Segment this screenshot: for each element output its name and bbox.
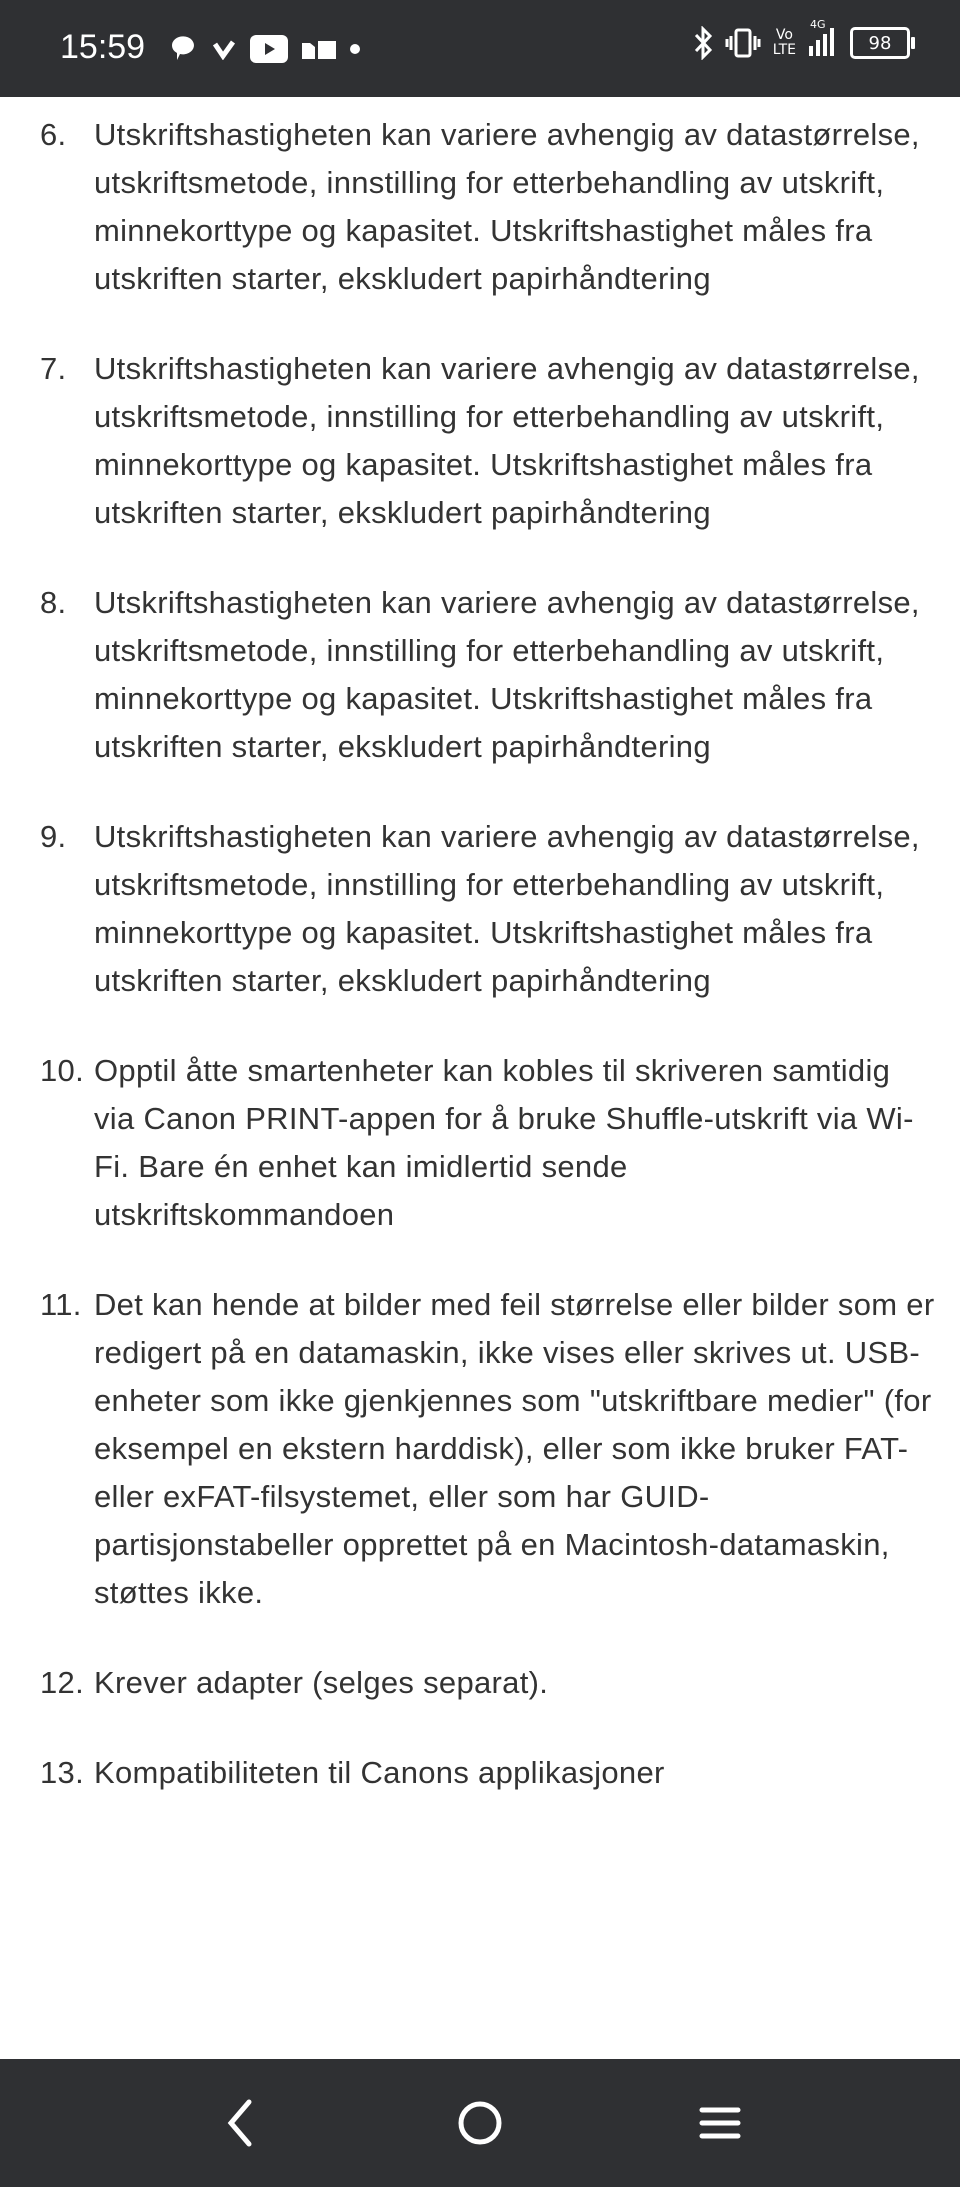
back-button[interactable] [210, 2095, 270, 2151]
youtube-icon [250, 35, 288, 63]
navigation-bar [0, 2059, 960, 2187]
status-bar [0, 0, 960, 97]
volte-indicator: Vo LTE [772, 27, 796, 58]
app-icon [302, 39, 336, 59]
home-icon [457, 2100, 503, 2146]
menu-icon [698, 2103, 742, 2143]
list-item: 12. Krever adapter (selges separat). [40, 1665, 549, 1700]
battery-indicator: 98 [850, 27, 910, 59]
clock: 15:59 [60, 28, 146, 66]
dot-icon [350, 44, 360, 54]
vibrate-icon [725, 28, 761, 58]
signal-icon: 4G [808, 26, 838, 60]
chat-icon [168, 34, 198, 64]
footnotes-list [0, 97, 960, 1797]
list-item: 10. Opptil åtte smartenheter kan kobles til skriveren samtidig via Canon PRINT-appen for å bruke Shuffle-utskrift via Wi-Fi. Bare én enhet kan imidlertid sende utskriftskommandoen [40, 1053, 914, 1232]
check-icon [212, 38, 236, 60]
list-item: 11. Det kan hende at bilder med feil størrelse eller bilder som er redigert på en datamaskin, ikke vises eller skrives ut. USB-enheter som ikke gjenkjennes som "utskriftbare medier" (for eksempel en ekstern harddisk), eller som ikke bruker FAT- eller exFAT-filsystemet, eller som har GUID-partisjonstabeller opprettet på en Macintosh-datamaskin, støttes ikke. [40, 1287, 935, 1610]
list-item: 6. Utskriftshastigheten kan variere avhengig av datastørrelse, utskriftsmetode, innstilling for etterbehandling av utskrift, minnekorttype og kapasitet. Utskriftshastighet måles fra utskriften starter, ekskludert papirhåndtering [40, 117, 920, 296]
footnotes-content [0, 97, 960, 2059]
list-item: 13. Kompatibiliteten til Canons applikasjoner [40, 1755, 665, 1790]
back-icon [225, 2098, 255, 2148]
bluetooth-icon [693, 26, 713, 60]
list-item: 8. Utskriftshastigheten kan variere avhengig av datastørrelse, utskriftsmetode, innstilling for etterbehandling av utskrift, minnekorttype og kapasitet. Utskriftshastighet måles fra utskriften starter, ekskludert papirhåndtering [40, 585, 920, 764]
home-button[interactable] [450, 2095, 510, 2151]
list-item: 7. Utskriftshastigheten kan variere avhengig av datastørrelse, utskriftsmetode, innstilling for etterbehandling av utskrift, minnekorttype og kapasitet. Utskriftshastighet måles fra utskriften starter, ekskludert papirhåndtering [40, 351, 920, 530]
list-item: 9. Utskriftshastigheten kan variere avhengig av datastørrelse, utskriftsmetode, innstilling for etterbehandling av utskrift, minnekorttype og kapasitet. Utskriftshastighet måles fra utskriften starter, ekskludert papirhåndtering [40, 819, 920, 998]
recents-button[interactable] [690, 2095, 750, 2151]
